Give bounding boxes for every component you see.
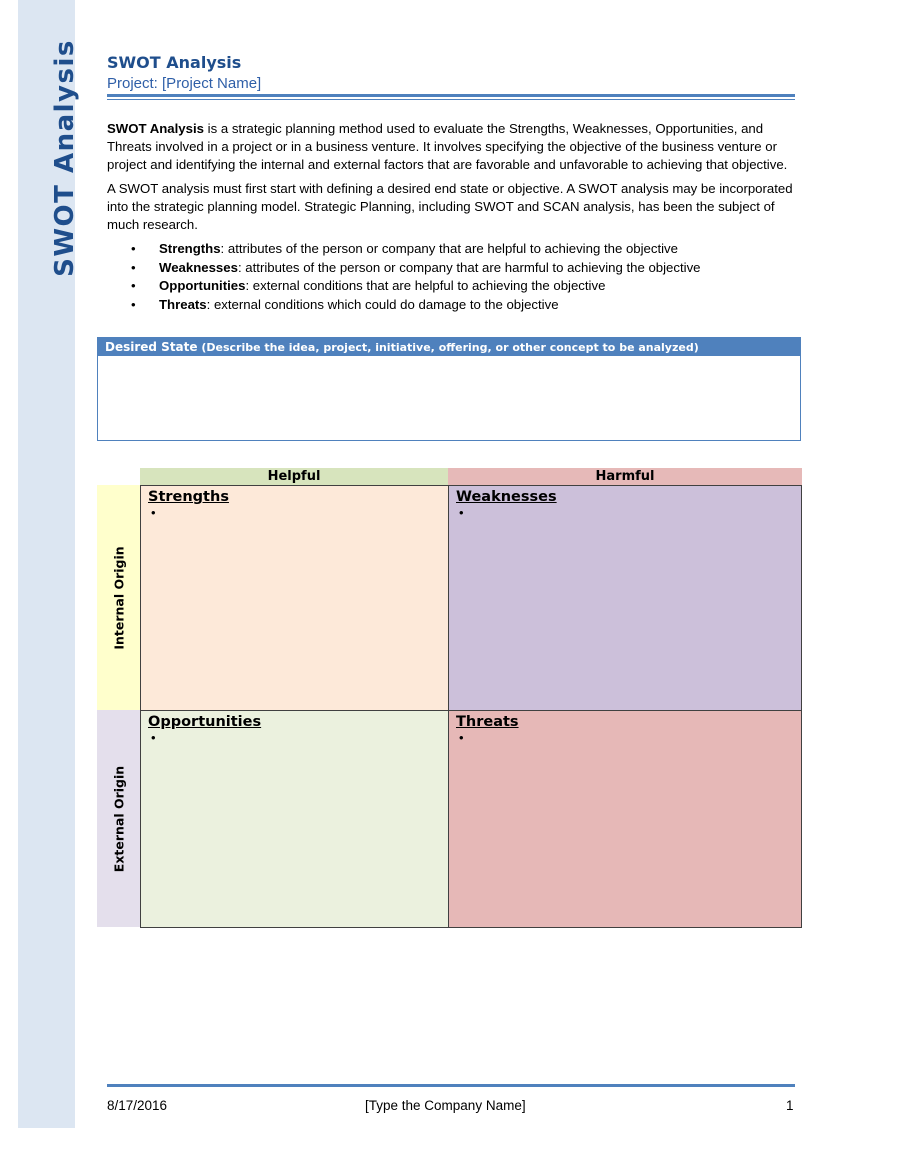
swot-definition-list: [107, 240, 797, 315]
list-item: [107, 296, 797, 315]
list-text: : attributes of the person or company that are harmful to achieving the objective: [237, 259, 701, 275]
desired-state-label: Desired State: [105, 340, 198, 354]
header-rule-thin: [107, 99, 795, 100]
threats-bullet: •: [459, 730, 464, 745]
desired-state-box[interactable]: [97, 337, 801, 441]
list-term: Weaknesses: [159, 259, 238, 275]
page-title: SWOT Analysis: [107, 53, 242, 72]
list-item: [107, 259, 797, 278]
row-label-external: External Origin: [111, 765, 126, 872]
footer-date: 8/17/2016: [107, 1098, 168, 1113]
opportunities-bullet: •: [151, 730, 156, 745]
intro-section: [107, 120, 797, 315]
threats-title: Threats: [456, 714, 519, 730]
strengths-bullet: •: [151, 505, 156, 520]
list-item: [107, 277, 797, 296]
intro-paragraph-1: [107, 120, 797, 174]
list-text: : attributes of the person or company that are helpful to achieving the objective: [220, 241, 678, 256]
list-text: : external conditions that are helpful to achieving the objective: [245, 278, 606, 294]
strengths-title: Strengths: [148, 489, 229, 505]
project-subtitle[interactable]: Project: [Project Name]: [107, 75, 262, 92]
list-term: Strengths: [159, 241, 221, 256]
sidebar-title: SWOT Analysis: [50, 39, 80, 277]
row-header-internal: [97, 485, 140, 710]
weaknesses-bullet: •: [459, 505, 464, 520]
sidebar-band: [18, 0, 80, 1128]
page-number: 1: [786, 1098, 794, 1113]
weaknesses-cell[interactable]: [448, 485, 802, 711]
strengths-cell[interactable]: [140, 485, 449, 711]
row-label-internal: Internal Origin: [111, 545, 126, 650]
list-term: Opportunities: [159, 278, 246, 294]
row-header-external: [97, 710, 140, 927]
intro-text: is a strategic planning method used to evaluate the Strengths, Weaknesses, Opportunities, and Threats involved in a project or in a business venture. It involves specifying the objective of the business venture or project and identifying the internal and external factors that are favorable and unfavorable to achieving that objective.: [107, 121, 788, 172]
intro-term: SWOT Analysis: [107, 121, 204, 136]
desired-state-header: [98, 338, 800, 356]
desired-state-hint: (Describe the idea, project, initiative, offering, or other concept to be analyzed): [197, 341, 699, 354]
column-header-harmful: Harmful: [448, 468, 802, 485]
weaknesses-title: Weaknesses: [456, 489, 557, 505]
footer-company[interactable]: [Type the Company Name]: [365, 1098, 526, 1113]
list-text: : external conditions which could do damage to the objective: [206, 297, 559, 313]
footer-rule: [107, 1084, 795, 1087]
list-term: Threats: [159, 297, 207, 313]
opportunities-title: Opportunities: [148, 714, 262, 730]
column-header-helpful: Helpful: [140, 468, 448, 485]
intro-paragraph-2: A SWOT analysis must first start with defining a desired end state or objective. A SWOT analysis may be incorporated into the strategic planning model. Strategic Planning, including SWOT and SCAN analysis, has been the subject of much research.: [107, 181, 793, 232]
threats-cell[interactable]: [448, 710, 802, 928]
header-rule: [107, 94, 795, 97]
list-item: [107, 240, 797, 259]
opportunities-cell[interactable]: [140, 710, 449, 928]
